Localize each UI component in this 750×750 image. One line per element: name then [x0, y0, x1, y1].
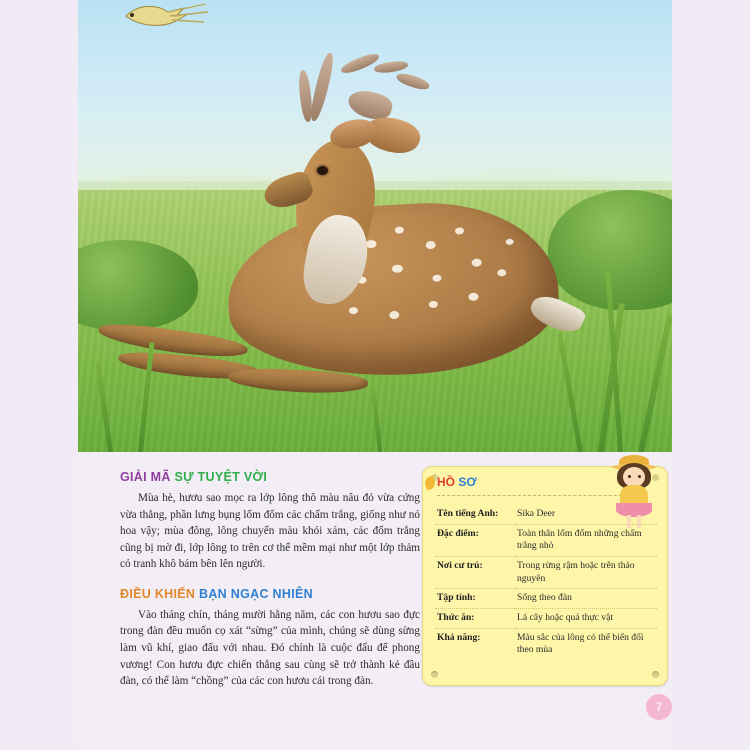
fact-value: Sống theo đàn [515, 589, 657, 609]
flying-bird [118, 2, 208, 36]
table-row [435, 556, 657, 588]
fact-key: Tập tính: [435, 589, 515, 609]
section-heading-2 [120, 587, 420, 601]
deer-spots [224, 196, 562, 383]
fact-key: Đặc điểm: [435, 524, 515, 556]
text-column [120, 470, 420, 690]
heading-2-part-1: ĐIỀU KHIẾN [120, 586, 196, 601]
deer-eye [317, 166, 328, 175]
page-margin-right [672, 0, 750, 750]
card-title-part-1: HỒ [437, 475, 455, 489]
fact-key: Thức ăn: [435, 608, 515, 628]
card-title [437, 475, 477, 489]
section-body-2: Vào tháng chín, tháng mười hằng năm, các con hươu sao đực trong đàn đều muốn cọ xát “sừng” của mình, chúng sẽ dùng sừng làm vũ khí, giao đấu với nhau. Đó chính là cuộc đấu để phong vương! Con hươu đực chiến thắng sau cùng sẽ trở thành kẻ đầu đàn, có thể làm “chồng” của các con hươu cái trong đàn. [120, 608, 420, 688]
table-row [435, 628, 657, 660]
table-row [435, 524, 657, 556]
page-number-badge: 7 [646, 694, 672, 720]
fact-value: Màu sắc của lông có thể biến đổi theo mùa [517, 631, 644, 656]
table-row [435, 608, 657, 628]
sika-deer-illustration [78, 0, 672, 452]
section-heading-1 [120, 470, 420, 484]
fact-table [435, 505, 657, 660]
table-row [435, 589, 657, 609]
heading-2-part-2: BẠN NGẠC NHIÊN [199, 586, 313, 601]
fact-card [422, 466, 668, 686]
fact-key: Khả năng: [437, 631, 481, 643]
page-margin-left [0, 0, 78, 750]
article-content [78, 462, 672, 712]
card-title-part-2: SƠ [458, 475, 477, 489]
heading-1-part-1: GIẢI MÃ [120, 470, 171, 484]
fact-value: Lá cây hoặc quả thực vật [515, 608, 657, 628]
table-row [435, 505, 657, 524]
fact-value: Sika Deer [515, 505, 657, 524]
fact-value: Toàn thân lốm đốm những chấm trắng nhỏ [515, 524, 657, 556]
fact-key: Nơi cư trú: [435, 556, 515, 588]
fact-key: Tên tiếng Anh: [435, 505, 515, 524]
fact-value: Trong rừng rậm hoặc trên thảo nguyên [515, 556, 657, 588]
heading-1-part-2: SỰ TUYỆT VỜI [174, 470, 268, 484]
section-body-1: Mùa hè, hươu sao mọc ra lớp lông thô màu nâu đỏ vừa cứng vừa thẳng, phần lưng bụng lốm đốm các chấm trắng, giống như nó hoa vậy; mùa đông, lông chuyển màu khói xám, các đốm trắng cũng bị mờ đi, lớp lông to trên cơ thể mềm mại như một lớp thảm cỏ tranh khô bám bên lên người. [120, 492, 420, 571]
